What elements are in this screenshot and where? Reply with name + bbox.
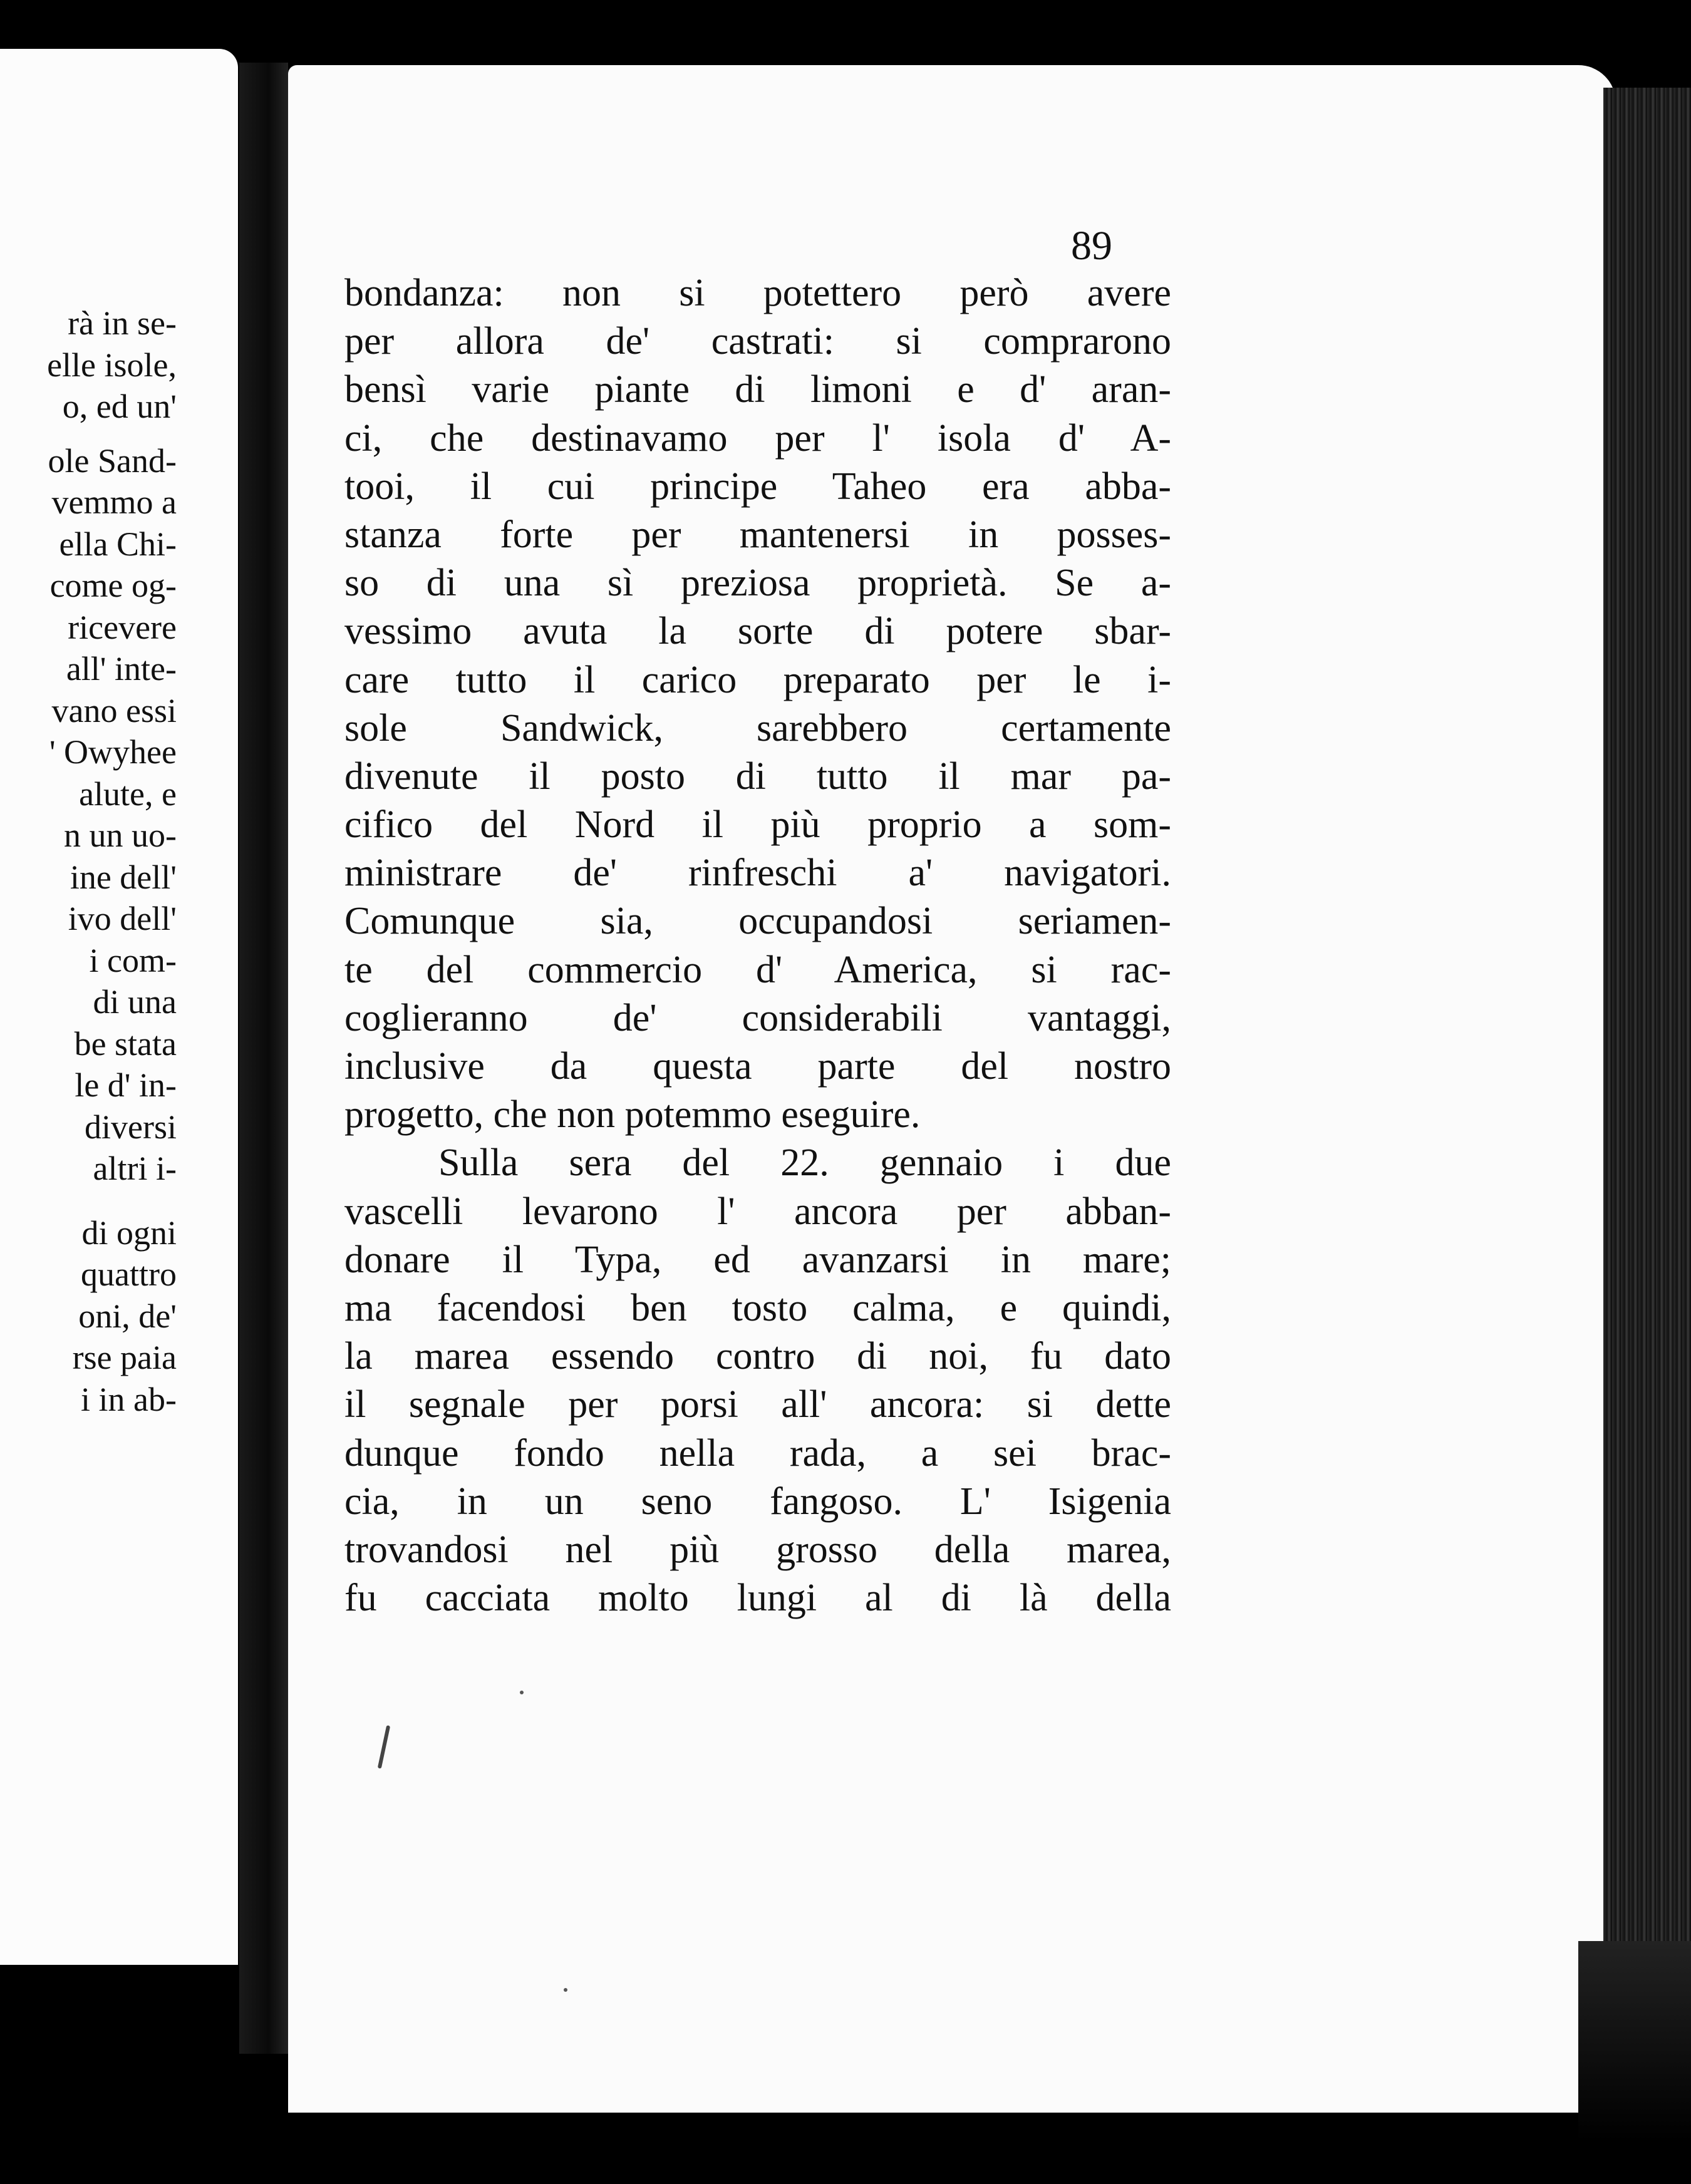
text-line: vano essi xyxy=(51,691,177,729)
text-line: Comunque sia, occupandosi seriamen- xyxy=(344,900,1171,943)
text-line: sole Sandwick, sarebbero certamente xyxy=(344,706,1171,749)
text-line: ricevere xyxy=(68,608,177,646)
text-line: coglieranno de' considerabili vantaggi, xyxy=(344,996,1171,1039)
text-line: oni, de' xyxy=(78,1297,177,1335)
text-line: ci, che destinavamo per l' isola d' A- xyxy=(344,416,1171,460)
text-line: ' Owyhee xyxy=(49,733,177,771)
text-line: trovandosi nel più grosso della marea, xyxy=(344,1528,1171,1571)
text-line: altri i- xyxy=(93,1150,177,1187)
text-line: ministrare de' rinfreschi a' navigatori. xyxy=(344,852,1171,895)
text-line: all' inte- xyxy=(66,650,177,688)
previous-page-text xyxy=(0,302,177,1420)
text-line: diversi xyxy=(85,1108,177,1146)
text-line: tooi, il cui principe Taheo era abba- xyxy=(344,465,1171,508)
text-line: be stata xyxy=(74,1024,177,1063)
text-line: elle isole, xyxy=(47,346,177,384)
text-line: divenute il posto di tutto il mar pa- xyxy=(344,755,1171,798)
text-line: te del commercio d' America, si rac- xyxy=(344,948,1171,991)
text-line: n un uo- xyxy=(64,816,177,854)
text-line: di ogni xyxy=(81,1213,177,1252)
text-line: rà in se- xyxy=(68,304,177,342)
page-number: 89 xyxy=(1071,223,1112,269)
text-line: la marea essendo contro di noi, fu dato xyxy=(344,1335,1171,1378)
text-line: bondanza: non si potettero però avere xyxy=(344,272,1171,314)
text-line: vessimo avuta la sorte di potere sbar- xyxy=(344,610,1171,653)
page-edges xyxy=(1603,88,1691,1941)
previous-page-fragment xyxy=(0,49,238,1965)
text-line: vascelli levarono l' ancora per abban- xyxy=(344,1190,1171,1233)
ink-speck xyxy=(520,1691,524,1694)
text-line: care tutto il carico preparato per le i- xyxy=(344,658,1171,701)
text-line: rse paia xyxy=(72,1339,177,1376)
text-line: alute, e xyxy=(79,775,177,813)
text-line: di una xyxy=(93,983,177,1021)
page-body-text xyxy=(344,269,1171,1622)
text-line: ella Chi- xyxy=(59,525,177,563)
text-line: inclusive da questa parte del nostro xyxy=(344,1045,1171,1088)
text-line: ivo dell' xyxy=(68,900,177,937)
text-line: cia, in un seno fangoso. L' Isigenia xyxy=(344,1480,1171,1523)
page-edges-shadow xyxy=(1578,1941,1691,2141)
text-line: ole Sand- xyxy=(48,441,177,480)
text-line: progetto, che non potemmo eseguire. xyxy=(344,1093,921,1136)
text-line: fu cacciata molto lungi al di là della xyxy=(344,1577,1171,1620)
text-line: ma facendosi ben tosto calma, e quindi, xyxy=(344,1286,1171,1329)
text-line: dunque fondo nella rada, a sei brac- xyxy=(344,1431,1171,1475)
text-line: per allora de' castrati: si comprarono xyxy=(344,320,1171,363)
text-line: quattro xyxy=(81,1255,177,1293)
book-gutter xyxy=(239,63,288,2054)
text-line: Sulla sera del 22. gennaio i due xyxy=(438,1141,1171,1185)
text-line: le d' in- xyxy=(75,1066,177,1104)
text-line: so di una sì preziosa proprietà. Se a- xyxy=(344,562,1171,605)
ink-speck xyxy=(564,1988,567,1992)
text-line: ine dell' xyxy=(70,858,177,896)
text-line: come og- xyxy=(49,567,177,604)
text-line: o, ed un' xyxy=(62,388,177,425)
text-line: donare il Typa, ed avanzarsi in mare; xyxy=(344,1238,1171,1281)
text-line: bensì varie piante di limoni e d' aran- xyxy=(344,368,1171,411)
text-line: il segnale per porsi all' ancora: si dette xyxy=(344,1383,1171,1426)
text-line: cifico del Nord il più proprio a som- xyxy=(344,803,1171,847)
text-line: i com- xyxy=(89,941,177,979)
text-line: vemmo a xyxy=(51,483,177,521)
text-line: i in ab- xyxy=(81,1380,177,1418)
text-line: stanza forte per mantenersi in posses- xyxy=(344,513,1171,556)
